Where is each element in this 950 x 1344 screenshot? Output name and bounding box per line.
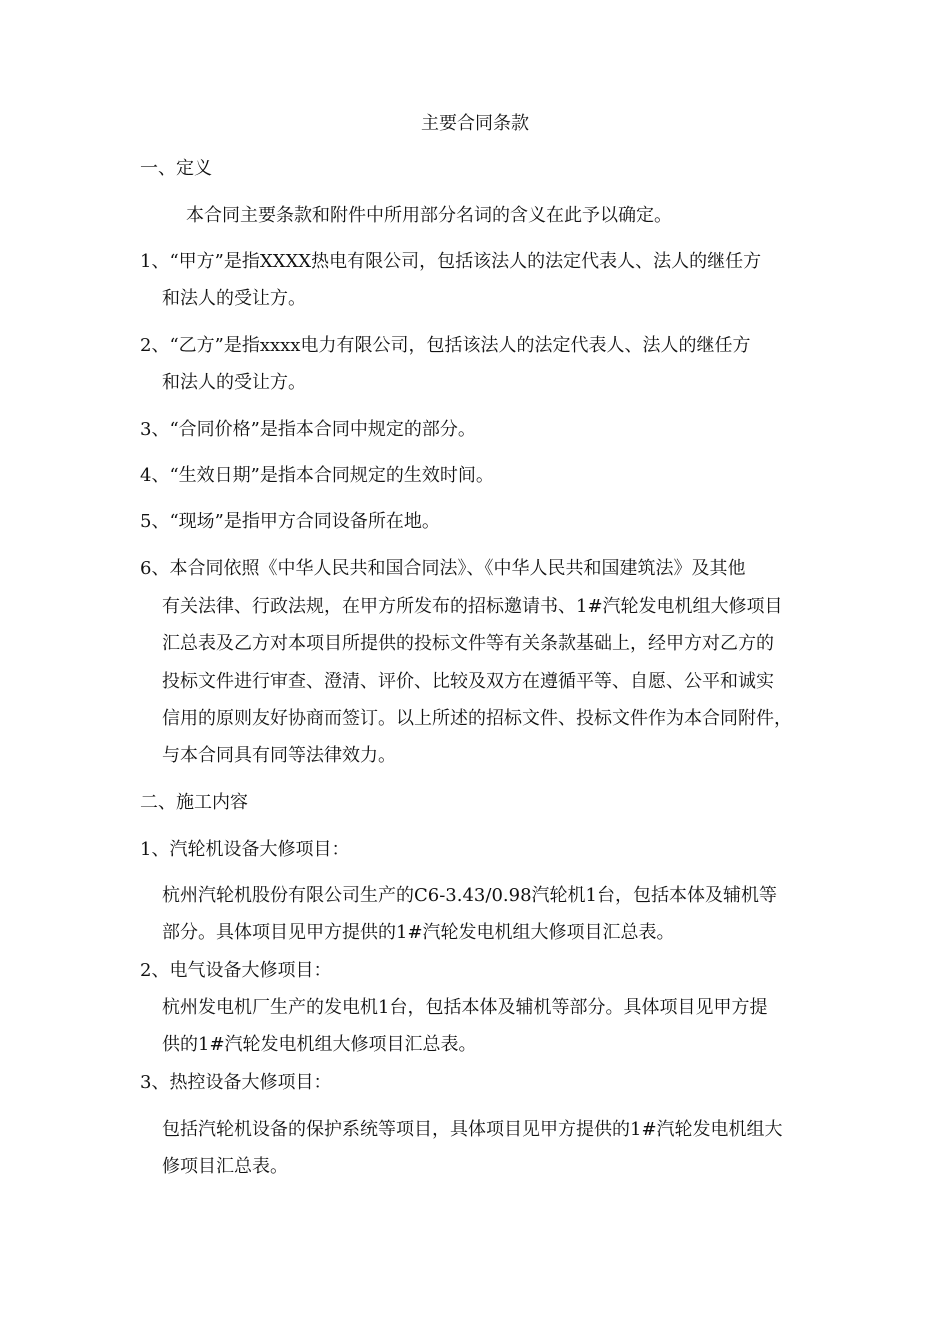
- scope-sub1-heading: 1、汽轮机设备大修项目：: [140, 839, 350, 860]
- definition-item-2-line1: 2、“乙方”是指xxxx电力有限公司，包括该法人的法定代表人、法人的继任方: [140, 335, 751, 356]
- document-title: 主要合同条款: [421, 113, 529, 134]
- definition-item-4: 4、“生效日期”是指本合同规定的生效时间。: [140, 465, 494, 486]
- scope-sub2-line2: 供的1#汽轮发电机组大修项目汇总表。: [162, 1034, 477, 1055]
- definition-item-6-line2: 有关法律、行政法规，在甲方所发布的招标邀请书、1#汽轮发电机组大修项目: [162, 596, 783, 617]
- scope-sub3-heading: 3、热控设备大修项目：: [140, 1072, 332, 1093]
- definition-item-6-line5: 信用的原则友好协商而签订。以上所述的招标文件、投标文件作为本合同附件，: [162, 708, 792, 729]
- definition-item-6-line4: 投标文件进行审查、澄清、评价、比较及双方在遵循平等、自愿、公平和诚实: [162, 671, 774, 692]
- definition-item-1-line1: 1、“甲方”是指XXXX热电有限公司，包括该法人的法定代表人、法人的继任方: [140, 251, 762, 272]
- scope-sub2-heading: 2、电气设备大修项目：: [140, 960, 332, 981]
- definition-item-1-line2: 和法人的受让方。: [162, 288, 306, 309]
- scope-sub1-line1: 杭州汽轮机股份有限公司生产的C6-3.43/0.98汽轮机1台，包括本体及辅机等: [162, 885, 777, 906]
- definition-item-6-line6: 与本合同具有同等法律效力。: [162, 745, 396, 766]
- section1-intro: 本合同主要条款和附件中所用部分名词的含义在此予以确定。: [186, 205, 672, 226]
- scope-sub3-line1: 包括汽轮机设备的保护系统等项目，具体项目见甲方提供的1#汽轮发电机组大: [162, 1119, 783, 1140]
- definition-item-5: 5、“现场”是指甲方合同设备所在地。: [140, 511, 440, 532]
- definition-item-3: 3、“合同价格”是指本合同中规定的部分。: [140, 419, 476, 440]
- definition-item-6-line1: 6、本合同依照《中华人民共和国合同法》、《中华人民共和国建筑法》及其他: [140, 558, 746, 579]
- definition-item-2-line2: 和法人的受让方。: [162, 372, 306, 393]
- scope-sub2-line1: 杭州发电机厂生产的发电机1台，包括本体及辅机等部分。具体项目见甲方提: [162, 997, 768, 1018]
- scope-sub1-line2: 部分。具体项目见甲方提供的1#汽轮发电机组大修项目汇总表。: [162, 922, 675, 943]
- section1-heading: 一、定义: [140, 158, 212, 179]
- definition-item-6-line3: 汇总表及乙方对本项目所提供的投标文件等有关条款基础上，经甲方对乙方的: [162, 633, 774, 654]
- scope-sub3-line2: 修项目汇总表。: [162, 1156, 288, 1177]
- section2-heading: 二、施工内容: [140, 792, 248, 813]
